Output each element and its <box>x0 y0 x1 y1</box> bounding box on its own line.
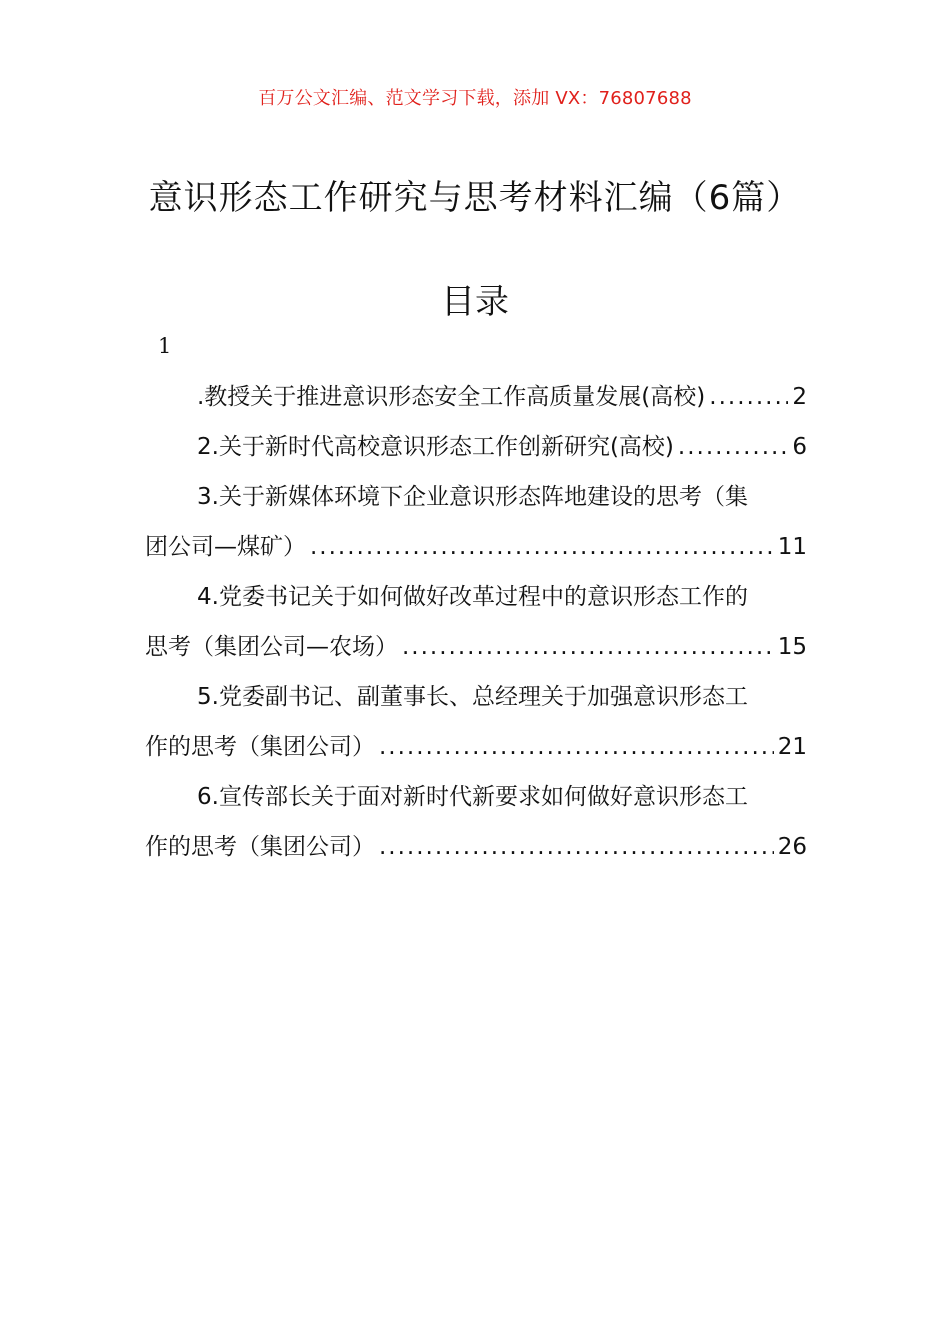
toc-leader-dots <box>709 372 788 422</box>
toc-entry-title: 4.党委书记关于如何做好改革过程中的意识形态工作的 <box>197 584 748 610</box>
toc-entry-page: 21 <box>777 734 807 760</box>
header-note: 百万公文汇编、范文学习下载，添加 VX：76807688 <box>258 88 692 109</box>
toc-heading: 目录 <box>441 282 509 322</box>
toc-leader-dots <box>678 422 788 472</box>
toc-entry-page: 26 <box>777 834 807 860</box>
toc-leader-dots <box>310 522 774 572</box>
toc-entry[interactable] <box>145 572 807 672</box>
toc-entry-page: 2 <box>792 384 807 410</box>
toc-entry-title: 5.党委副书记、副董事长、总经理关于加强意识形态工 <box>197 684 748 710</box>
document-title: 意识形态工作研究与思考材料汇编（6篇） <box>148 178 802 218</box>
toc-entry-page: 6 <box>792 434 807 460</box>
toc-entry-title-cont: 思考（集团公司—农场） <box>145 634 398 660</box>
toc-entry[interactable] <box>145 772 807 872</box>
toc-entry[interactable] <box>145 372 807 422</box>
toc-entry-title: 2.关于新时代高校意识形态工作创新研究(高校) <box>197 434 674 460</box>
toc-entry[interactable] <box>145 472 807 572</box>
toc-entry-title-cont: 作的思考（集团公司） <box>145 734 375 760</box>
stray-page-number: 1 <box>158 334 172 358</box>
toc-entry-page: 11 <box>777 534 807 560</box>
toc-entry[interactable] <box>145 422 807 472</box>
toc-entry-title: 6.宣传部长关于面对新时代新要求如何做好意识形态工 <box>197 784 748 810</box>
toc-leader-dots <box>379 722 774 772</box>
toc-entry-title: 3.关于新媒体环境下企业意识形态阵地建设的思考（集 <box>197 484 748 510</box>
toc-entry-title: .教授关于推进意识形态安全工作高质量发展(高校) <box>197 384 706 410</box>
toc-leader-dots <box>402 622 774 672</box>
toc-leader-dots <box>379 822 774 872</box>
toc-entry-title-cont: 团公司—煤矿） <box>145 534 306 560</box>
table-of-contents <box>145 372 807 872</box>
toc-entry[interactable] <box>145 672 807 772</box>
toc-entry-page: 15 <box>777 634 807 660</box>
toc-entry-title-cont: 作的思考（集团公司） <box>145 834 375 860</box>
